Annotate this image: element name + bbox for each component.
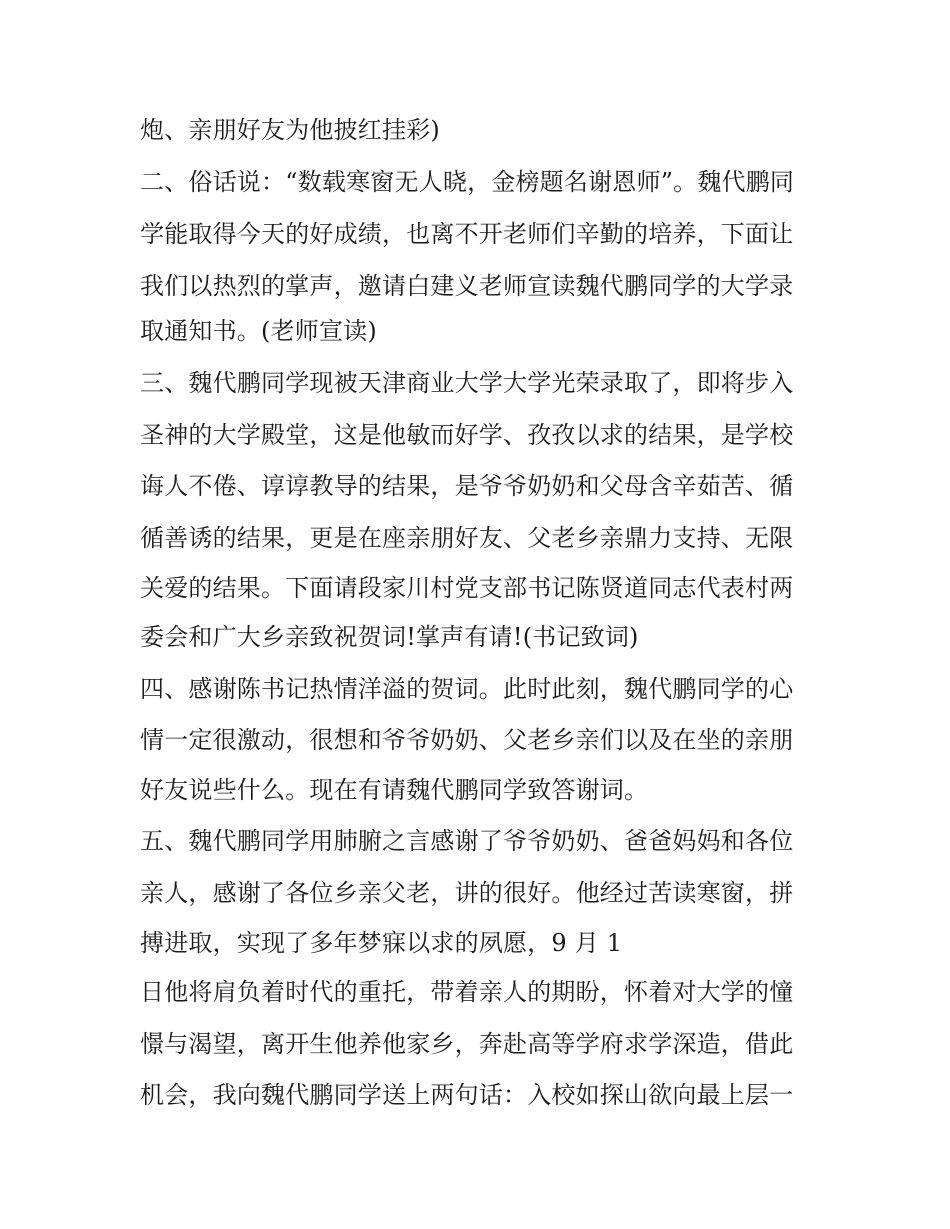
text-line: 委会和广大乡亲致祝贺词!掌声有请!(书记致词) — [140, 623, 639, 651]
text-line: 五、魏代鹏同学用肺腑之言感谢了爷爷奶奶、爸爸妈妈和各位 — [140, 827, 794, 855]
text-line: 四、感谢陈书记热情洋溢的贺词。此时此刻，魏代鹏同学的心 — [140, 675, 794, 703]
text-line: 情一定很激动，很想和爷爷奶奶、父老乡亲们以及在坐的亲朋 — [140, 726, 794, 754]
text-line: 亲人，感谢了各位乡亲父老，讲的很好。他经过苦读寒窗，拼 — [140, 879, 794, 907]
text-line: 机会，我向魏代鹏同学送上两句话：入校如探山欲向最上层一 — [140, 1081, 794, 1109]
text-line: 憬与渴望，离开生他养他家乡，奔赴高等学府求学深造，借此 — [140, 1030, 794, 1058]
text-line: 搏进取，实现了多年梦寐以求的夙愿，9 月 1 — [140, 929, 623, 957]
text-line: 学能取得今天的好成绩，也离不开老师们辛勤的培养，下面让 — [140, 220, 794, 248]
text-line: 我们以热烈的掌声，邀请白建义老师宣读魏代鹏同学的大学录 — [140, 272, 794, 300]
text-line: 好友说些什么。现在有请魏代鹏同学致答谢词。 — [140, 776, 649, 804]
text-line: 取通知书。(老师宣读) — [140, 317, 377, 345]
text-line: 炮、亲朋好友为他披红挂彩) — [140, 116, 440, 144]
text-line: 三、魏代鹏同学现被天津商业大学大学光荣录取了，即将步入 — [140, 369, 794, 397]
text-line: 循善诱的结果，更是在座亲朋好友、父老乡亲鼎力支持、无限 — [140, 524, 794, 552]
text-line: 二、俗话说：“数载寒窗无人晓，金榜题名谢恩师”。魏代鹏同 — [140, 168, 795, 196]
text-line: 诲人不倦、谆谆教导的结果，是爷爷奶奶和父母含辛茹苦、循 — [140, 472, 794, 500]
text-line: 关爱的结果。下面请段家川村党支部书记陈贤道同志代表村两 — [140, 574, 794, 602]
text-line: 日他将肩负着时代的重托，带着亲人的期盼，怀着对大学的憧 — [140, 978, 794, 1006]
text-line: 圣神的大学殿堂，这是他敏而好学、孜孜以求的结果，是学校 — [140, 421, 794, 449]
